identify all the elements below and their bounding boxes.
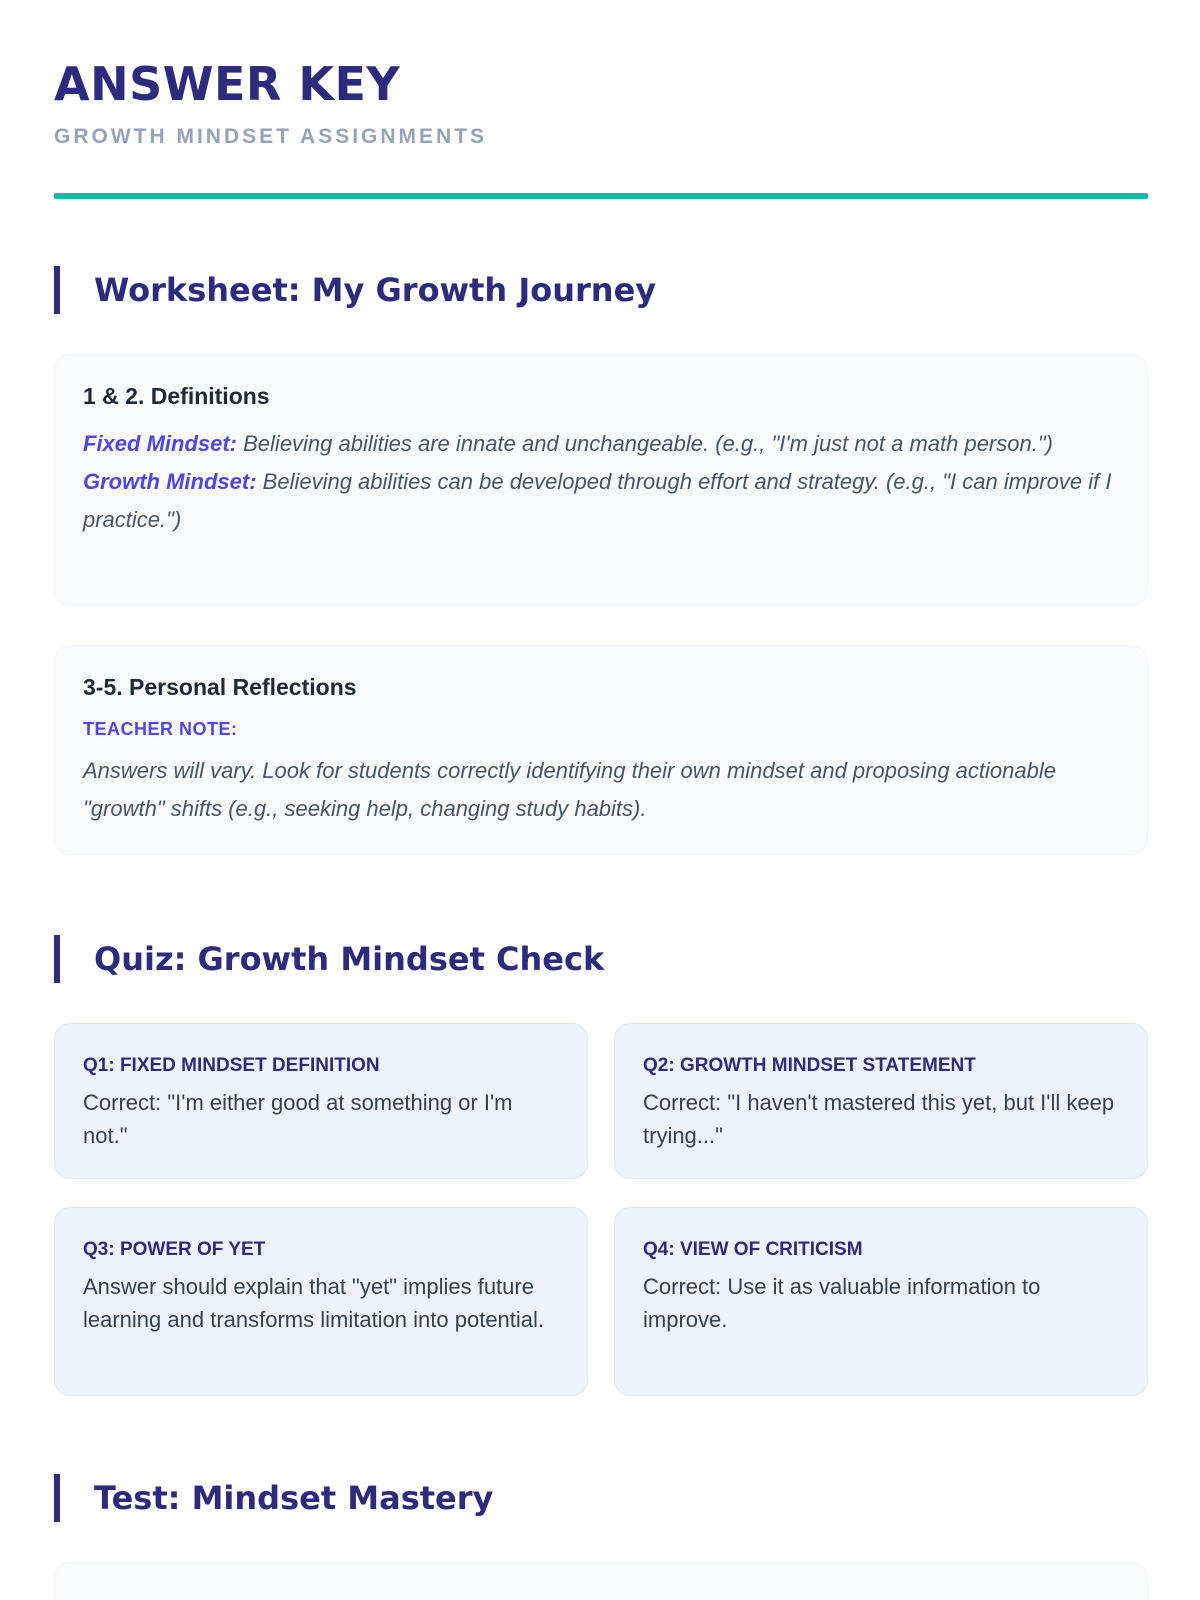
quiz-heading: Quiz: Growth Mindset Check [54,935,604,983]
quiz-card-q1 [54,1023,588,1179]
growth-mindset-term: Growth Mindset: [83,469,257,494]
definitions-panel [54,354,1148,606]
page-subtitle: GROWTH MINDSET ASSIGNMENTS [54,125,488,148]
definitions-title: 1 & 2. Definitions [83,383,270,409]
quiz-answer: Correct: "I'm either good at something or I'm not." [83,1090,513,1148]
quiz-answer: Correct: "I haven't mastered this yet, but I'll keep trying..." [643,1090,1115,1148]
quiz-question-label: Q4: VIEW OF CRITICISM [643,1239,863,1260]
title-divider [54,193,1148,199]
reflections-title: 3-5. Personal Reflections [83,674,357,700]
quiz-answer: Correct: Use it as valuable information to improve. [643,1274,1041,1332]
teacher-note-text: Answers will vary. Look for students correctly identifying their own mindset and proposing actionable "growth" shifts (e.g., seeking help, changing study habits). [83,758,1056,821]
growth-mindset-text: Believing abilities can be developed through effort and strategy. (e.g., "I can improve if I practice.") [83,469,1112,532]
fixed-mindset-text: Believing abilities are innate and unchangeable. (e.g., "I'm just not a math person.") [237,431,1053,456]
quiz-card-q3 [54,1207,588,1396]
quiz-question-label: Q1: FIXED MINDSET DEFINITION [83,1055,380,1076]
quiz-card-q2 [614,1023,1148,1179]
fixed-mindset-definition [83,425,1119,463]
page-title: ANSWER KEY [54,57,401,111]
quiz-card-q4 [614,1207,1148,1396]
growth-mindset-definition [83,463,1119,539]
fixed-mindset-term: Fixed Mindset: [83,431,238,456]
test-panel [54,1562,1148,1600]
teacher-note-label: TEACHER NOTE: [83,719,238,739]
quiz-question-label: Q2: GROWTH MINDSET STATEMENT [643,1055,976,1076]
test-heading: Test: Mindset Mastery [54,1474,493,1522]
quiz-question-label: Q3: POWER OF YET [83,1239,266,1260]
worksheet-heading: Worksheet: My Growth Journey [54,266,656,314]
reflections-panel [54,645,1148,855]
quiz-answer: Answer should explain that "yet" implies future learning and transforms limitation into potential. [83,1274,545,1332]
